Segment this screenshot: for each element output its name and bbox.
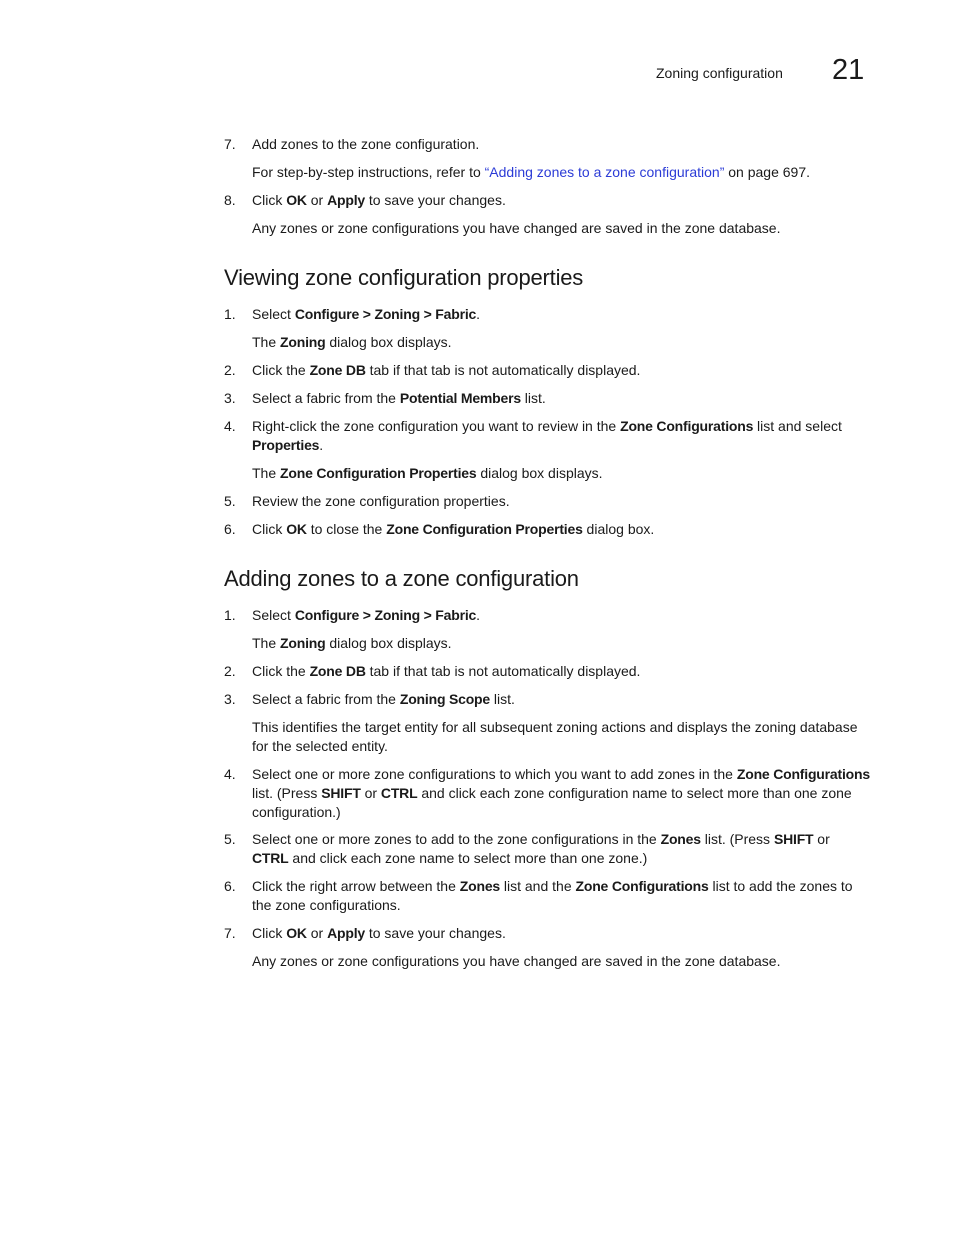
step-note: The Zoning dialog box displays. bbox=[252, 334, 452, 350]
running-header-title: Zoning configuration bbox=[656, 65, 783, 81]
cross-reference-link[interactable]: “Adding zones to a zone configuration” bbox=[484, 164, 725, 180]
step-number: 8. bbox=[224, 192, 236, 208]
key-name: SHIFT bbox=[773, 831, 814, 847]
list-name: Zoning Scope bbox=[399, 691, 490, 707]
key-name: CTRL bbox=[380, 785, 418, 801]
page-header bbox=[0, 0, 954, 100]
ok-button-ref: OK bbox=[286, 192, 307, 208]
tab-name: Zone DB bbox=[309, 362, 366, 378]
dialog-name: Zoning bbox=[280, 334, 326, 350]
step-number: 1. bbox=[224, 306, 236, 322]
list-name: Zone Configurations bbox=[736, 766, 870, 782]
step-number: 2. bbox=[224, 663, 236, 679]
dialog-name: Zone Configuration Properties bbox=[280, 465, 477, 481]
step-text: Click OK to close the Zone Configuration Properties dialog box. bbox=[252, 521, 655, 537]
step-number: 2. bbox=[224, 362, 236, 378]
step-text: Click the Zone DB tab if that tab is not automatically displayed. bbox=[252, 663, 641, 679]
step-text: Review the zone configuration properties. bbox=[252, 493, 510, 509]
step-note: The Zoning dialog box displays. bbox=[252, 635, 452, 651]
step-note: This identifies the target entity for all subsequent zoning actions and displays the zoning database for the selected entity. bbox=[252, 719, 858, 754]
dialog-name: Zoning bbox=[280, 635, 326, 651]
section-heading: Viewing zone configuration properties bbox=[224, 265, 584, 290]
chapter-number: 21 bbox=[832, 54, 865, 86]
step-text: Click the right arrow between the Zones list and the Zone Configurations list to add the zones to the zone configurations. bbox=[252, 878, 853, 913]
step-text: Select one or more zones to add to the zone configurations in the Zones list. (Press SHIFT or CTRL and click each zone name to select more than one zone.) bbox=[252, 831, 830, 866]
list-name: Zone Configurations bbox=[620, 418, 754, 434]
apply-button-ref: Apply bbox=[327, 192, 365, 208]
menu-item-name: Properties bbox=[252, 437, 320, 453]
step-number: 6. bbox=[224, 521, 236, 537]
step-number: 5. bbox=[224, 493, 236, 509]
dialog-name: Zone Configuration Properties bbox=[386, 521, 583, 537]
key-name: SHIFT bbox=[321, 785, 361, 801]
list-name: Zones bbox=[459, 878, 500, 894]
step-number: 4. bbox=[224, 766, 236, 782]
ok-button-ref: OK bbox=[286, 521, 307, 537]
step-text: Select Configure > Zoning > Fabric. bbox=[252, 607, 480, 623]
step-number: 4. bbox=[224, 418, 236, 434]
step-number: 3. bbox=[224, 691, 236, 707]
apply-button-ref: Apply bbox=[327, 925, 365, 941]
step-text: Add zones to the zone configuration. bbox=[252, 136, 480, 152]
menu-path: Configure > Zoning > Fabric bbox=[294, 306, 477, 322]
step-text: Select a fabric from the Zoning Scope list. bbox=[252, 691, 515, 707]
step-text: Select a fabric from the Potential Members list. bbox=[252, 390, 546, 406]
list-name: Zones bbox=[660, 831, 701, 847]
section-heading: Adding zones to a zone configuration bbox=[224, 566, 579, 591]
key-name: CTRL bbox=[252, 850, 289, 866]
step-text: Select Configure > Zoning > Fabric. bbox=[252, 306, 480, 322]
step-note: For step-by-step instructions, refer to “Adding zones to a zone configuration” on page 697. bbox=[252, 164, 810, 180]
list-name: Zone Configurations bbox=[575, 878, 709, 894]
step-number: 7. bbox=[224, 136, 236, 152]
step-text: Click the Zone DB tab if that tab is not automatically displayed. bbox=[252, 362, 641, 378]
step-text: Click OK or Apply to save your changes. bbox=[252, 192, 506, 208]
ok-button-ref: OK bbox=[286, 925, 307, 941]
tab-name: Zone DB bbox=[309, 663, 366, 679]
step-number: 5. bbox=[224, 831, 236, 847]
step-text: Select one or more zone configurations to which you want to add zones in the Zone Configurations list. (Press SHIFT or CTRL and click each zone configuration name to select more than one zone configuration.) bbox=[252, 766, 870, 820]
step-text: Click OK or Apply to save your changes. bbox=[252, 925, 506, 941]
step-number: 6. bbox=[224, 878, 236, 894]
list-name: Potential Members bbox=[399, 390, 521, 406]
step-note: The Zone Configuration Properties dialog box displays. bbox=[252, 465, 603, 481]
step-text: Right-click the zone configuration you want to review in the Zone Configurations list and select Properties. bbox=[252, 418, 842, 453]
step-note: Any zones or zone configurations you have changed are saved in the zone database. bbox=[252, 220, 781, 236]
menu-path: Configure > Zoning > Fabric bbox=[294, 607, 477, 623]
step-number: 1. bbox=[224, 607, 236, 623]
step-note: Any zones or zone configurations you have changed are saved in the zone database. bbox=[252, 953, 781, 969]
step-number: 7. bbox=[224, 925, 236, 941]
step-number: 3. bbox=[224, 390, 236, 406]
